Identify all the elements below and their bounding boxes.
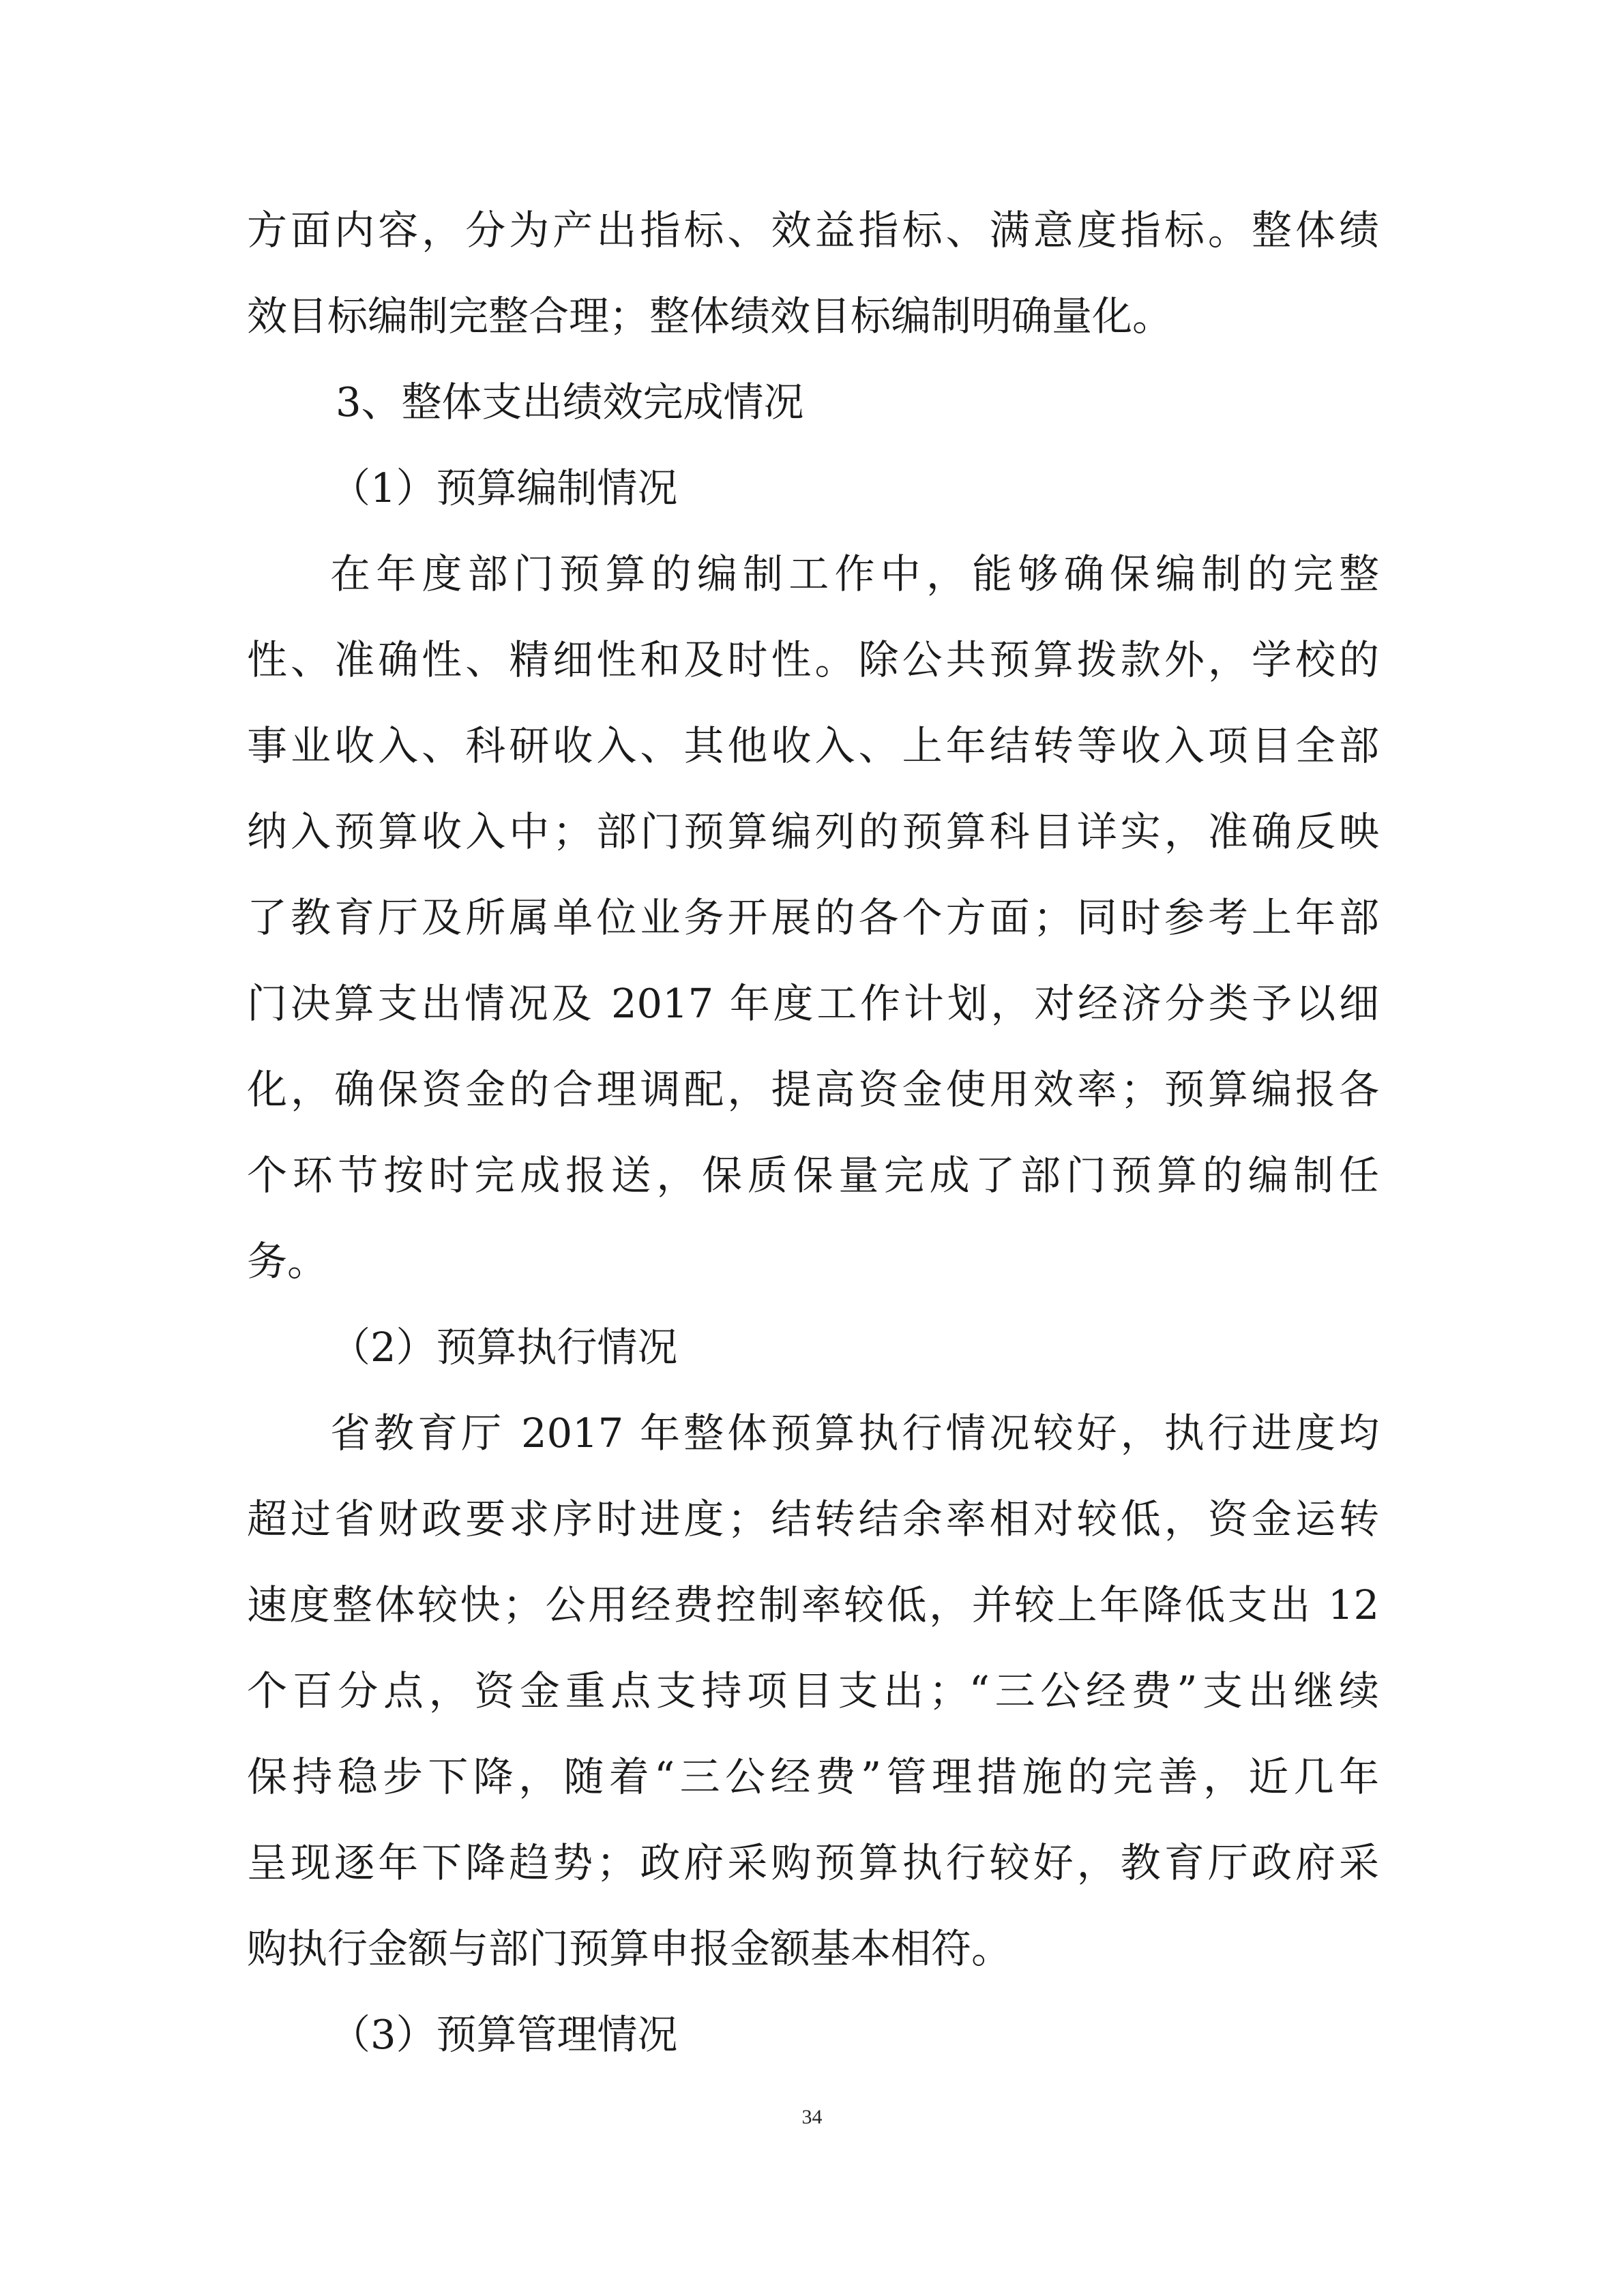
body-text-line: 速度整体较快；公用经费控制率较低，并较上年降低支出 12 <box>247 1581 1379 1628</box>
body-text-line: 个百分点，资金重点支持项目支出；“三公经费”支出继续 <box>247 1667 1379 1714</box>
body-text-line: 保持稳步下降，随着“三公经费”管理措施的完善，近几年 <box>247 1753 1379 1800</box>
section-heading: 3、整体支出绩效完成情况 <box>336 378 804 426</box>
body-text-line: 在年度部门预算的编制工作中，能够确保编制的完整 <box>330 550 1379 597</box>
subsection-heading: （2）预算执行情况 <box>330 1324 678 1371</box>
body-text-line: 事业收入、科研收入、其他收入、上年结转等收入项目全部 <box>247 722 1379 769</box>
body-text-line: 门决算支出情况及 2017 年度工作计划，对经济分类予以细 <box>247 980 1379 1027</box>
body-text-line: 务。 <box>247 1238 328 1285</box>
body-text-line: 个环节按时完成报送，保质保量完成了部门预算的编制任 <box>247 1152 1379 1199</box>
page-number: 34 <box>801 2106 823 2128</box>
body-text-line: 购执行金额与部门预算申报金额基本相符。 <box>247 1925 1012 1972</box>
body-text-line: 纳入预算收入中；部门预算编列的预算科目详实，准确反映 <box>247 808 1379 855</box>
subsection-heading: （3）预算管理情况 <box>330 2011 678 2058</box>
body-text-line: 效目标编制完整合理；整体绩效目标编制明确量化。 <box>247 293 1173 340</box>
subsection-heading: （1）预算编制情况 <box>330 464 678 511</box>
body-text-line: 方面内容，分为产出指标、效益指标、满意度指标。整体绩 <box>247 207 1379 254</box>
body-text-line: 超过省财政要求序时进度；结转结余率相对较低，资金运转 <box>247 1495 1379 1542</box>
body-text-line: 呈现逐年下降趋势；政府采购预算执行较好，教育厅政府采 <box>247 1839 1379 1886</box>
body-text-line: 性、准确性、精细性和及时性。除公共预算拨款外，学校的 <box>247 636 1379 683</box>
body-text-line: 了教育厅及所属单位业务开展的各个方面；同时参考上年部 <box>247 894 1379 941</box>
body-text-line: 化，确保资金的合理调配，提高资金使用效率；预算编报各 <box>247 1066 1379 1113</box>
body-text-line: 省教育厅 2017 年整体预算执行情况较好，执行进度均 <box>330 1410 1379 1457</box>
